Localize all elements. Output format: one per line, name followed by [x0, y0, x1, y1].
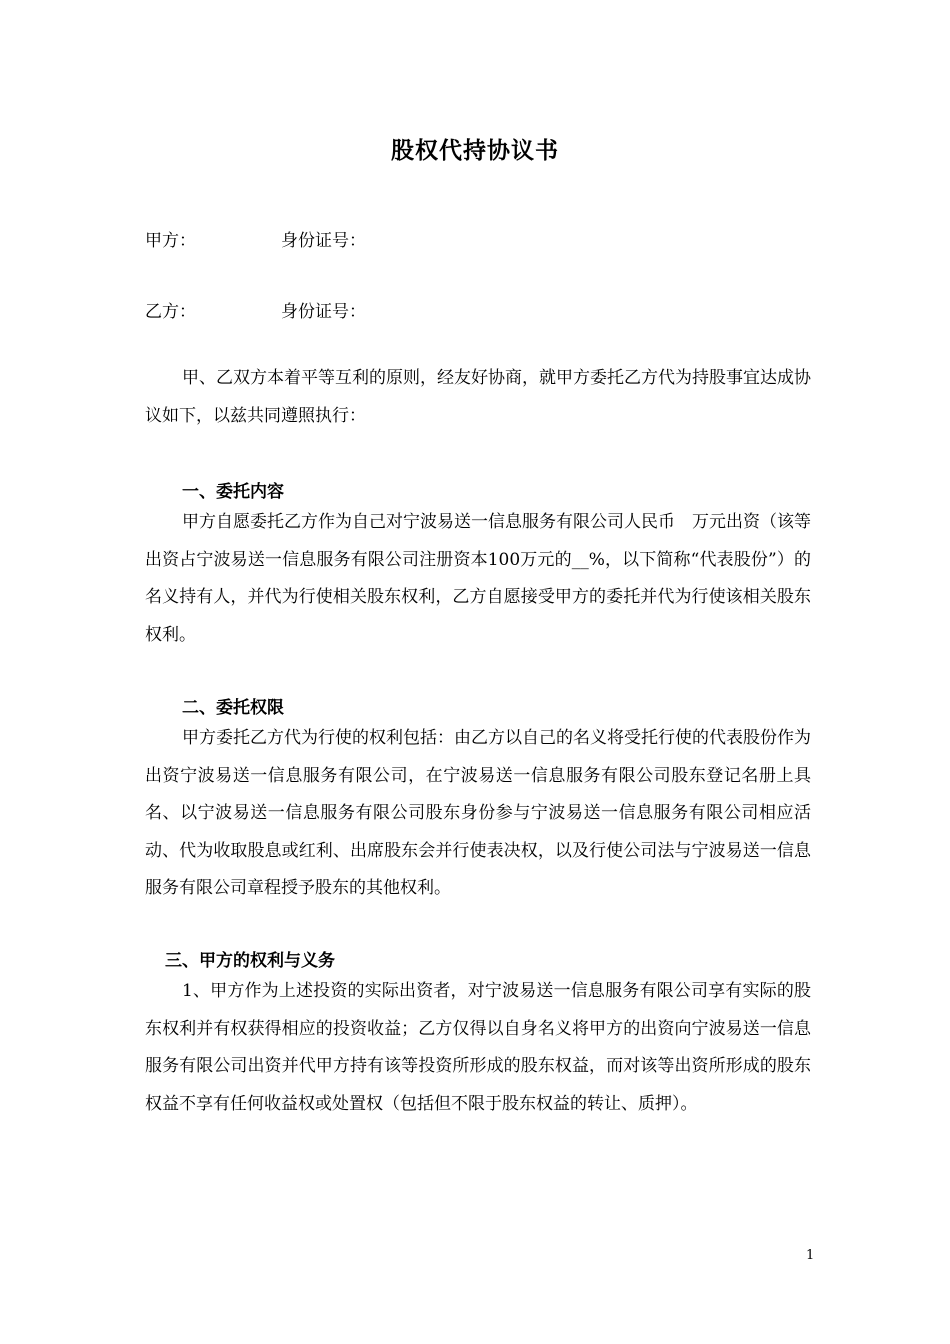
section1-text: 甲方自愿委托乙方作为自己对宁波易送一信息服务有限公司人民币 万元出资（该等出资占宁波易送一信息服务有限公司注册资本100万元的__%，以下简称“代表股份”）的名义持有人，并代为行使相关股东权利，乙方自愿接受甲方的委托并代为行使该相关股东权利。 [145, 512, 811, 645]
intro-paragraph [145, 360, 811, 435]
section2-heading: 二、委托权限 [182, 698, 284, 718]
intro-text: 甲、乙双方本着平等互利的原则，经友好协商，就甲方委托乙方代为持股事宜达成协议如下，以兹共同遵照执行： [145, 368, 811, 426]
party-b-id-label: 身份证号： [281, 302, 366, 322]
party-a-line [145, 226, 366, 251]
section3-heading: 三、甲方的权利与义务 [165, 951, 335, 971]
party-a-id-label: 身份证号： [281, 231, 366, 251]
section1-heading: 一、委托内容 [182, 482, 284, 502]
section2-paragraph [145, 720, 811, 908]
section1-paragraph [145, 504, 811, 654]
party-a-label: 甲方： [145, 231, 196, 251]
section3-text: 1、甲方作为上述投资的实际出资者，对宁波易送一信息服务有限公司享有实际的股东权利并有权获得相应的投资收益；乙方仅得以自身名义将甲方的出资向宁波易送一信息服务有限公司出资并代甲方持有该等投资所形成的股东权益，而对该等出资所形成的股东权益不享有任何收益权或处置权（包括但不限于股东权益的转让、质押）。 [145, 981, 811, 1114]
section3-paragraph [145, 973, 811, 1123]
page-number: 1 [806, 1248, 815, 1263]
document-title: 股权代持协议书 [391, 137, 559, 164]
section2-text: 甲方委托乙方代为行使的权利包括：由乙方以自己的名义将受托行使的代表股份作为出资宁波易送一信息服务有限公司，在宁波易送一信息服务有限公司股东登记名册上具名、以宁波易送一信息服务有限公司股东身份参与宁波易送一信息服务有限公司相应活动、代为收取股息或红利、出席股东会并行使表决权，以及行使公司法与宁波易送一信息服务有限公司章程授予股东的其他权利。 [145, 728, 811, 898]
party-b-label: 乙方： [145, 302, 196, 322]
party-b-line [145, 297, 366, 322]
